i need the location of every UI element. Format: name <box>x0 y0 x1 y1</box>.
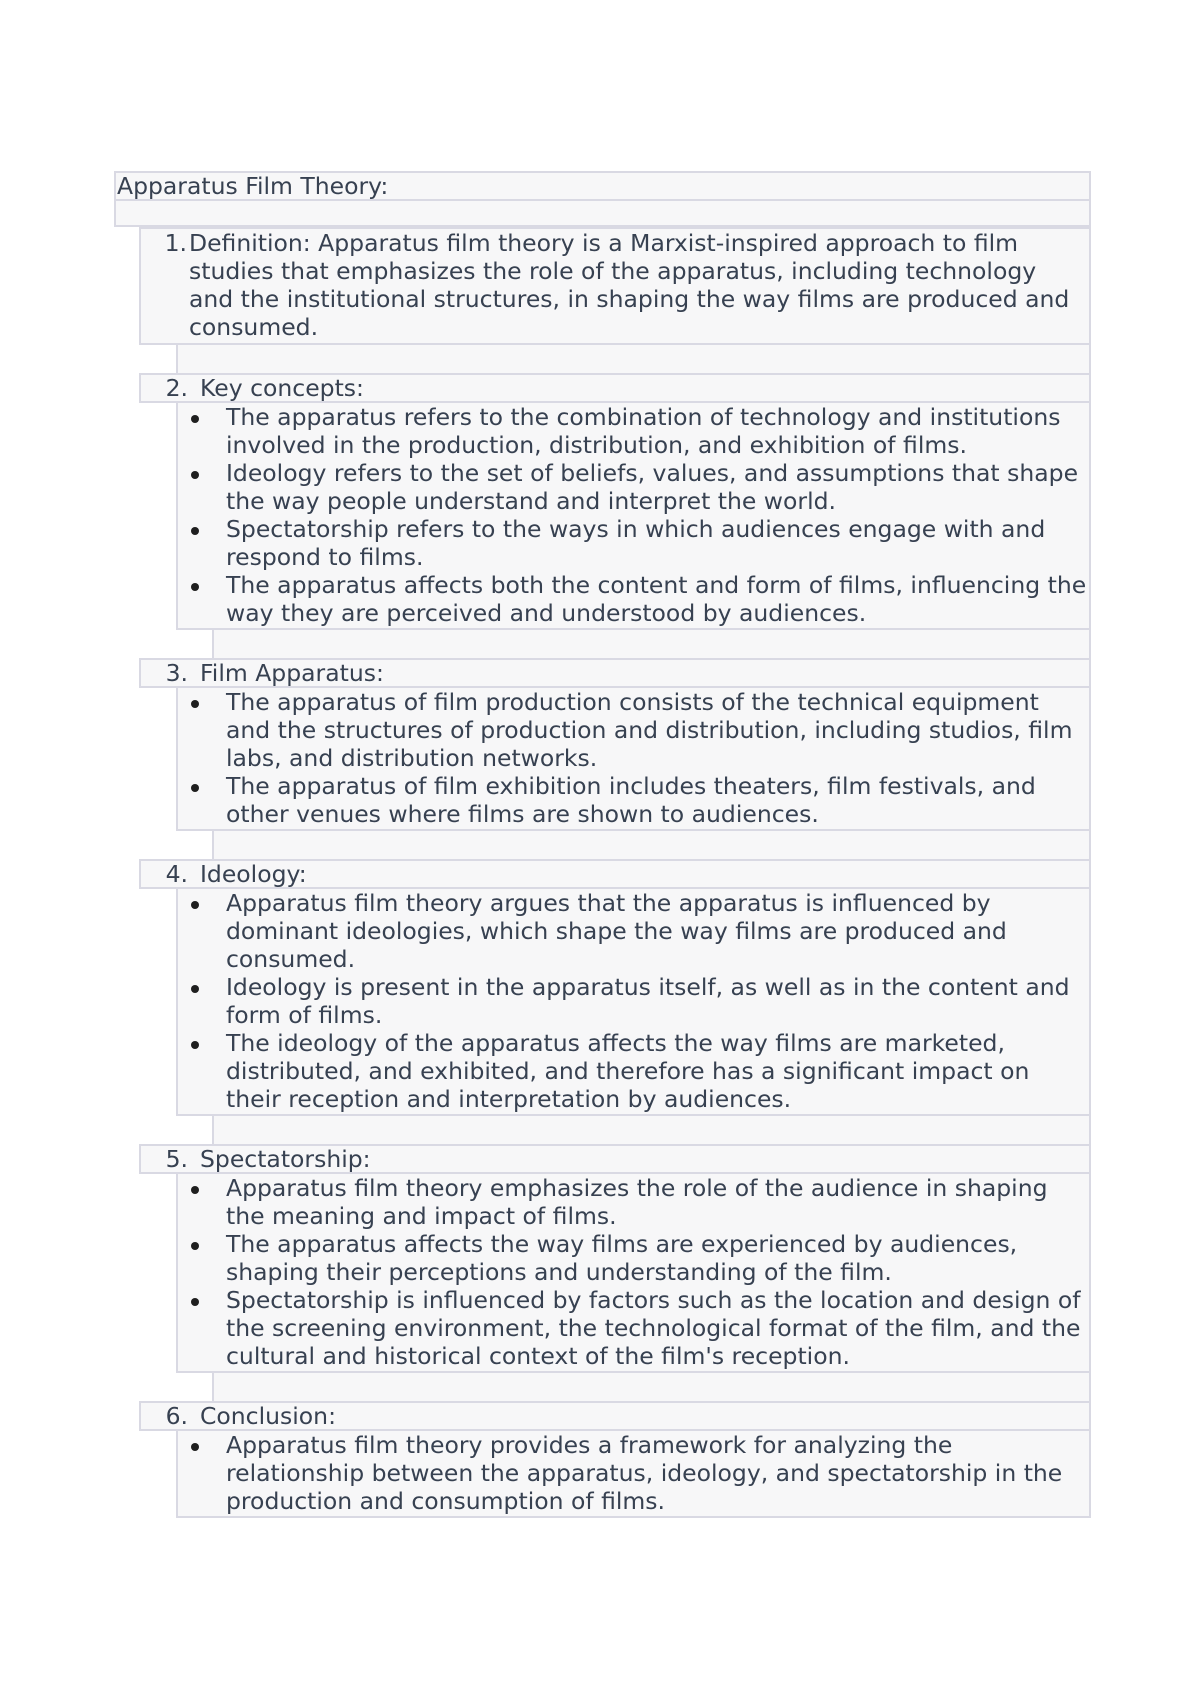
section-definition <box>139 227 1091 345</box>
section-number: 4. <box>165 860 188 888</box>
section-number: 2. <box>165 374 188 402</box>
bullet-list-conclusion <box>176 1431 1091 1518</box>
list-item-text: Spectatorship refers to the ways in which audiences engage with and respond to films. <box>226 515 1046 571</box>
section-heading: Ideology: <box>200 860 307 888</box>
section-heading-film-apparatus <box>139 658 1091 688</box>
list-item-text: Spectatorship is influenced by factors such as the location and design of the screening environment, the technological format of the film, and the cultural and historical context of the film's reception. <box>226 1286 1081 1370</box>
spacer <box>114 201 1091 227</box>
list-item <box>178 973 1089 1029</box>
bullet-icon <box>191 784 199 792</box>
bullet-icon <box>191 1298 199 1306</box>
list-item <box>178 403 1089 459</box>
bullet-icon <box>191 1443 199 1451</box>
section-number: 6. <box>165 1402 188 1430</box>
bullet-icon <box>191 700 199 708</box>
bullet-icon <box>191 985 199 993</box>
bullet-list-spectatorship <box>176 1174 1091 1373</box>
list-item <box>178 515 1089 571</box>
section-heading: Conclusion: <box>200 1402 336 1430</box>
list-item <box>178 772 1089 828</box>
list-item <box>178 1286 1089 1370</box>
bullet-list-key-concepts <box>176 403 1091 630</box>
bullet-icon <box>191 471 199 479</box>
section-heading-spectatorship <box>139 1144 1091 1174</box>
spacer <box>212 1373 1091 1401</box>
list-item <box>178 688 1089 772</box>
list-item <box>178 1230 1089 1286</box>
bullet-icon <box>191 1041 199 1049</box>
section-heading: Key concepts: <box>200 374 364 402</box>
section-heading-conclusion <box>139 1401 1091 1431</box>
definition-text: Definition: Apparatus film theory is a Marxist-inspired approach to film studies that emphasizes the role of the apparatus, including technology and the institutional structures, in shaping the way films are produced and consumed. <box>189 229 1070 341</box>
list-item <box>178 1029 1089 1113</box>
section-heading-ideology <box>139 859 1091 889</box>
bullet-list-film-apparatus <box>176 688 1091 831</box>
section-number: 3. <box>165 659 188 687</box>
list-item <box>178 459 1089 515</box>
list-item-text: Apparatus film theory emphasizes the role of the audience in shaping the meaning and impact of films. <box>226 1174 1048 1230</box>
list-item-text: The ideology of the apparatus affects the way films are marketed, distributed, and exhibited, and therefore has a significant impact on their reception and interpretation by audiences. <box>226 1029 1030 1113</box>
section-number: 1. <box>164 229 187 257</box>
list-item-text: The apparatus affects the way films are experienced by audiences, shaping their perceptions and understanding of the film. <box>226 1230 1018 1286</box>
bullet-icon <box>191 415 199 423</box>
section-heading-key-concepts <box>139 373 1091 403</box>
bullet-icon <box>191 527 199 535</box>
bullet-icon <box>191 1242 199 1250</box>
bullet-icon <box>191 583 199 591</box>
section-heading: Film Apparatus: <box>200 659 384 687</box>
section-heading: Spectatorship: <box>200 1145 371 1173</box>
bullet-icon <box>191 901 199 909</box>
list-item <box>178 1431 1089 1515</box>
spacer <box>212 1116 1091 1144</box>
list-item <box>178 889 1089 973</box>
list-item-text: Apparatus film theory provides a framework for analyzing the relationship between the apparatus, ideology, and spectatorship in the production and consumption of films. <box>226 1431 1063 1515</box>
bullet-icon <box>191 1186 199 1194</box>
list-item-text: The apparatus refers to the combination of technology and institutions involved in the production, distribution, and exhibition of films. <box>226 403 1061 459</box>
list-item <box>178 571 1089 627</box>
list-item-text: The apparatus of film exhibition includes theaters, film festivals, and other venues where films are shown to audiences. <box>226 772 1036 828</box>
document-title: Apparatus Film Theory: <box>114 171 1091 201</box>
spacer <box>212 831 1091 859</box>
list-item <box>178 1174 1089 1230</box>
bullet-list-ideology <box>176 889 1091 1116</box>
section-number: 5. <box>165 1145 188 1173</box>
list-item-text: The apparatus affects both the content and form of films, influencing the way they are perceived and understood by audiences. <box>226 571 1087 627</box>
spacer <box>176 345 1091 373</box>
list-item-text: Apparatus film theory argues that the apparatus is influenced by dominant ideologies, which shape the way films are produced and consumed. <box>226 889 1007 973</box>
list-item-text: Ideology refers to the set of beliefs, values, and assumptions that shape the way people understand and interpret the world. <box>226 459 1079 515</box>
spacer <box>212 630 1091 658</box>
document-body <box>114 171 1091 1518</box>
list-item-text: The apparatus of film production consists of the technical equipment and the structures of production and distribution, including studios, film labs, and distribution networks. <box>226 688 1073 772</box>
list-item-text: Ideology is present in the apparatus itself, as well as in the content and form of films. <box>226 973 1070 1029</box>
